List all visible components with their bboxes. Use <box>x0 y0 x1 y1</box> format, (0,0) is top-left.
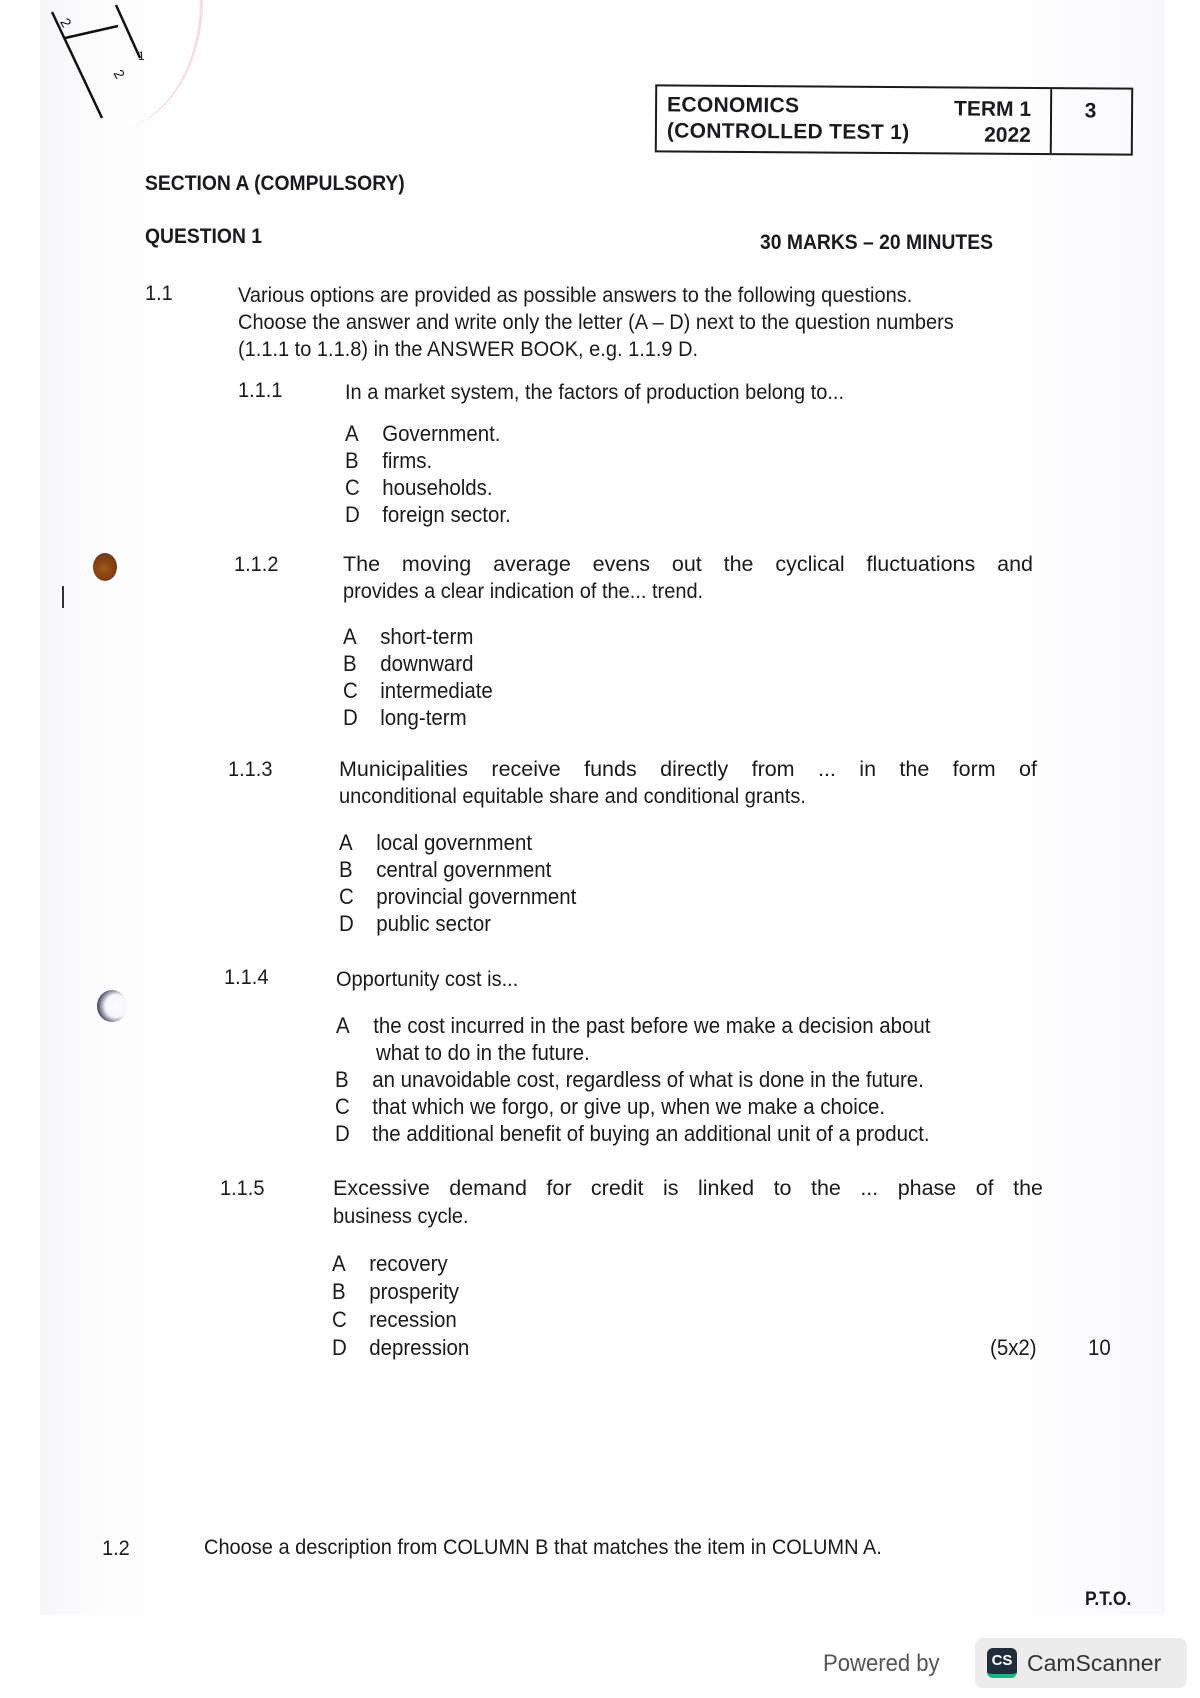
option-1-1-3-c: C provincial government <box>339 884 577 909</box>
option-1-1-5-b: B prosperity <box>332 1279 460 1304</box>
option-1-1-4-c: C that which we forgo, or give up, when we make a choice. <box>335 1094 886 1119</box>
question-number-1-1-1: 1.1.1 <box>238 378 283 402</box>
page-number: 3 <box>1084 99 1097 123</box>
question-number-1-1-3: 1.1.3 <box>228 757 273 781</box>
marks-time-label: 30 MARKS – 20 MINUTES <box>760 231 993 254</box>
option-1-1-4-b: B an unavoidable cost, regardless of what is done in the future. <box>335 1067 924 1092</box>
option-1-1-1-a: A Government. <box>345 421 501 446</box>
option-1-1-2-d: D long-term <box>343 705 467 730</box>
question-number-1-1: 1.1 <box>145 281 173 305</box>
camscanner-badge[interactable] <box>975 1638 1187 1688</box>
mark-total: 10 <box>1088 1335 1111 1360</box>
instruction-line-3: (1.1.1 to 1.1.8) in the ANSWER BOOK, e.g. 1.1.9 D. <box>238 337 699 361</box>
option-1-1-4-a-continued: what to do in the future. <box>376 1040 590 1065</box>
mark-allocation: (5x2) <box>990 1335 1037 1360</box>
option-1-1-3-d: D public sector <box>339 911 492 936</box>
question-label: QUESTION 1 <box>145 225 263 248</box>
subject-label: ECONOMICS <box>667 93 800 118</box>
option-1-1-1-c: C households. <box>345 475 493 500</box>
question-stem-1-1-3-line-2: unconditional equitable share and conditional grants. <box>339 784 806 808</box>
question-number-1-1-2: 1.1.2 <box>234 552 279 576</box>
camscanner-brand-name: CamScanner <box>1027 1650 1162 1676</box>
term-label: TERM 1 <box>953 97 1032 121</box>
question-stem-1-1-2-line-2: provides a clear indication of the... trend. <box>343 579 704 603</box>
question-stem-1-1-2-line-1: The moving average evens out the cyclical fluctuations and <box>343 552 1033 576</box>
instruction-line-1: Various options are provided as possible answers to the following questions. <box>238 283 913 307</box>
svg-text:2: 2 <box>57 15 75 31</box>
camscanner-logo-icon: CS <box>987 1648 1017 1678</box>
svg-text:2: 2 <box>110 66 129 82</box>
question-stem-1-1-5-line-1: Excessive demand for credit is linked to the ... phase of the <box>333 1176 1043 1200</box>
question-number-1-1-4: 1.1.4 <box>224 965 269 989</box>
question-stem-1-1-1: In a market system, the factors of production belong to... <box>345 380 845 404</box>
scan-artifact-mark <box>62 586 64 608</box>
option-1-1-5-a: A recovery <box>332 1251 448 1276</box>
test-name-label: (CONTROLLED TEST 1) <box>666 119 910 145</box>
option-1-1-2-c: C intermediate <box>343 678 493 703</box>
section-title: SECTION A (COMPULSORY) <box>145 172 405 195</box>
header-box <box>655 84 1133 155</box>
option-1-1-4-a: A the cost incurred in the past before we make a decision about <box>336 1013 931 1038</box>
option-1-1-2-a: A short-term <box>343 624 474 649</box>
instruction-line-2: Choose the answer and write only the letter (A – D) next to the question numbers <box>238 310 954 334</box>
option-1-1-3-b: B central government <box>339 857 552 882</box>
year-label: 2022 <box>984 123 1031 147</box>
question-stem-1-1-4: Opportunity cost is... <box>336 967 519 991</box>
question-stem-1-1-3-line-1: Municipalities receive funds directly from ... in the form of <box>339 757 1037 781</box>
option-1-1-1-d: D foreign sector. <box>345 502 511 527</box>
subject-title <box>667 92 910 146</box>
option-1-1-2-b: B downward <box>343 651 474 676</box>
option-1-1-4-d: D the additional benefit of buying an additional unit of a product. <box>335 1121 930 1146</box>
svg-text:1: 1 <box>138 49 145 63</box>
question-number-1-1-5: 1.1.5 <box>220 1176 265 1200</box>
pto-label: P.T.O. <box>1085 1589 1132 1610</box>
question-number-1-2: 1.2 <box>102 1536 130 1560</box>
option-1-1-3-a: A local government <box>339 830 533 855</box>
option-1-1-5-d: D depression <box>332 1335 470 1360</box>
option-1-1-1-b: B firms. <box>345 448 433 473</box>
question-stem-1-1-5-line-2: business cycle. <box>333 1204 469 1228</box>
term-year <box>954 96 1031 149</box>
option-1-1-5-c: C recession <box>332 1307 457 1332</box>
powered-by-label: Powered by <box>823 1650 940 1677</box>
punch-hole-icon <box>97 990 127 1022</box>
punch-hole-icon <box>93 553 117 581</box>
question-1-2-instruction: Choose a description from COLUMN B that matches the item in COLUMN A. <box>204 1535 882 1559</box>
